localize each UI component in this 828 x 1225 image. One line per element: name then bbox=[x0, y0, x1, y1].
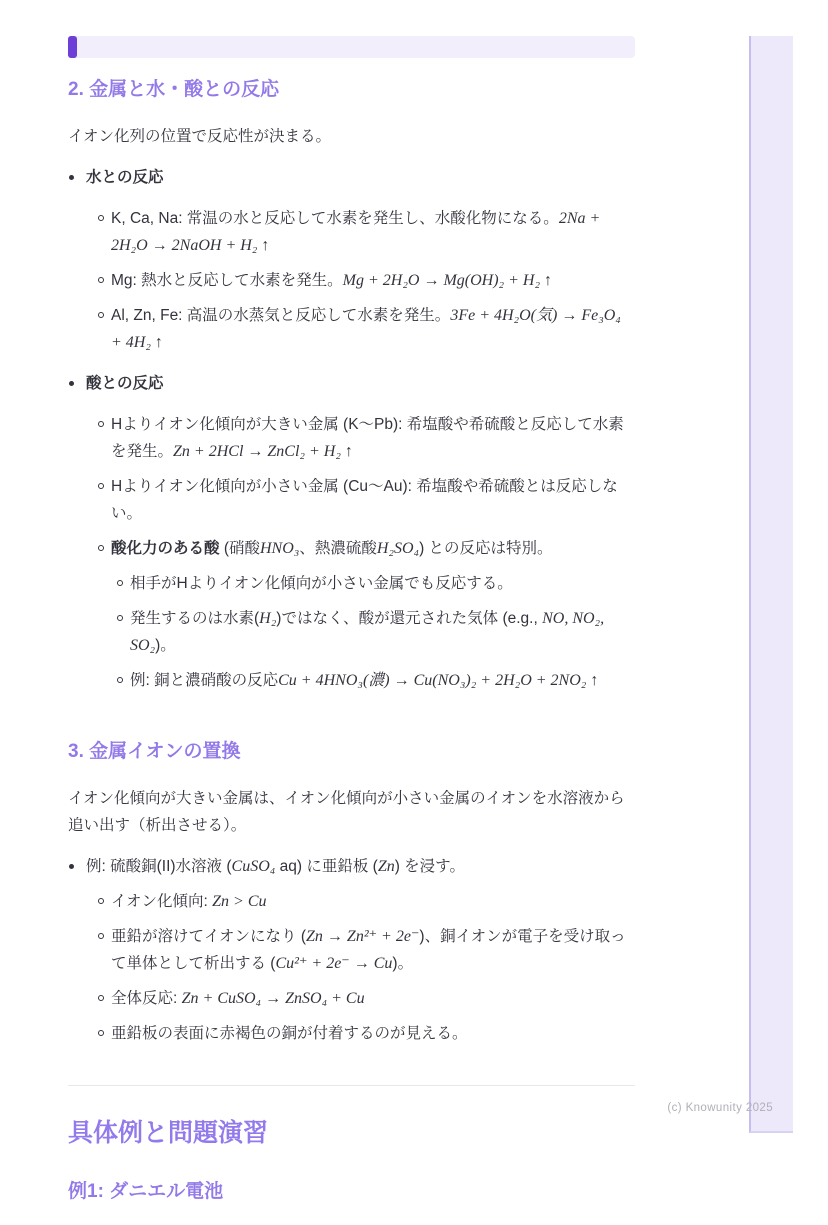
section-heading: 例1: ダニエル電池 bbox=[68, 1181, 224, 1202]
text-run: 、熱濃硫酸 bbox=[299, 540, 377, 557]
list-item bbox=[97, 1020, 635, 1047]
list-item-text bbox=[111, 267, 635, 294]
section-heading: 3. 金属イオンの置換 bbox=[68, 741, 241, 762]
text-run: ) を浸す。 bbox=[394, 858, 465, 875]
text-run: 水との反応 bbox=[86, 169, 164, 186]
main-heading: 具体例と問題演習 bbox=[68, 1119, 269, 1147]
bullet-list bbox=[86, 205, 635, 356]
circle-bullet-icon bbox=[116, 570, 130, 597]
math-run: Zn + CuSO₄ → ZnSO₄ + Cu bbox=[181, 990, 365, 1007]
math-run: Cu²⁺ + 2e⁻ → Cu bbox=[275, 955, 393, 972]
bullet-list bbox=[86, 888, 635, 1047]
list-item-body bbox=[86, 164, 635, 364]
list-item-body bbox=[130, 570, 635, 597]
math-run: Zn + 2HCl → ZnCl₂ + H₂ ↑ bbox=[173, 443, 353, 460]
text-run: 亜鉛が溶けてイオンになり ( bbox=[111, 928, 307, 945]
text-run: K, Ca, Na: 常温の水と反応して水素を発生し、水酸化物になる。 bbox=[111, 210, 559, 227]
math-run: CuSO₄ bbox=[231, 858, 276, 875]
list-item-body bbox=[86, 370, 635, 710]
text-run: )ではなく、酸が還元された気体 (e.g., bbox=[276, 610, 543, 627]
list-item-text bbox=[111, 1020, 635, 1047]
list-item-text bbox=[130, 605, 635, 659]
list-item-text bbox=[111, 473, 635, 527]
list-item-text bbox=[111, 985, 635, 1012]
list-item-text bbox=[111, 302, 635, 356]
list-item bbox=[116, 667, 635, 694]
disc-bullet-icon bbox=[68, 164, 86, 191]
circle-bullet-icon bbox=[97, 205, 111, 232]
list-item-body bbox=[130, 667, 635, 694]
bullet-list bbox=[68, 853, 635, 1055]
text-run: イオン化傾向: bbox=[111, 893, 213, 910]
text-run: 全体反応: bbox=[111, 990, 182, 1007]
list-item bbox=[116, 605, 635, 659]
list-item-text bbox=[130, 667, 635, 694]
math-run: NO, NO₂, SO₂ bbox=[130, 610, 605, 654]
list-item-text bbox=[111, 205, 635, 259]
text-run: ) との反応は特別。 bbox=[419, 540, 553, 557]
disc-bullet-icon bbox=[68, 853, 86, 880]
circle-bullet-icon bbox=[97, 302, 111, 329]
list-item-body bbox=[111, 302, 635, 356]
list-item bbox=[97, 888, 635, 915]
text-run: Hよりイオン化傾向が大きい金属 (K〜Pb): 希塩酸や希硫酸と反応して水素を発生。 bbox=[111, 416, 624, 460]
math-run: Zn bbox=[377, 858, 395, 875]
list-item bbox=[97, 923, 635, 977]
text-run: Hよりイオン化傾向が小さい金属 (Cu〜Au): 希塩酸や希硫酸とは反応しない。 bbox=[111, 478, 618, 522]
list-item-body bbox=[130, 605, 635, 659]
math-run: Zn → Zn²⁺ + 2e⁻ bbox=[306, 928, 420, 945]
list-item-text bbox=[86, 370, 635, 397]
math-run: Zn > Cu bbox=[212, 893, 267, 910]
list-item-text bbox=[111, 535, 635, 562]
bullet-list bbox=[86, 411, 635, 702]
text-run: 酸との反応 bbox=[86, 375, 164, 392]
circle-bullet-icon bbox=[97, 923, 111, 950]
circle-bullet-icon bbox=[97, 888, 111, 915]
document-content bbox=[68, 78, 635, 1204]
text-run: Al, Zn, Fe: 高温の水蒸気と反応して水素を発生。 bbox=[111, 307, 451, 324]
text-run: (硝酸 bbox=[219, 540, 260, 557]
text-run: )。 bbox=[155, 637, 176, 654]
list-item bbox=[68, 164, 635, 364]
list-item-body bbox=[111, 473, 635, 527]
list-item-text bbox=[111, 411, 635, 465]
list-item-body bbox=[111, 923, 635, 977]
text-run: 発生するのは水素( bbox=[130, 610, 260, 627]
disc-bullet-icon bbox=[68, 370, 86, 397]
list-item-text bbox=[86, 164, 635, 191]
list-item-body bbox=[111, 267, 635, 294]
circle-bullet-icon bbox=[97, 411, 111, 438]
text-run: aq) に亜鉛板 ( bbox=[275, 858, 378, 875]
table-bottom-strip bbox=[68, 36, 635, 58]
text-run: 酸化力のある酸 bbox=[111, 540, 220, 557]
circle-bullet-icon bbox=[97, 267, 111, 294]
text-run: 例: 銅と濃硝酸の反応 bbox=[130, 672, 279, 689]
list-item-body bbox=[111, 888, 635, 915]
text-run: Mg: 熱水と反応して水素を発生。 bbox=[111, 272, 343, 289]
text-run: イオン化列の位置で反応性が決まる。 bbox=[68, 128, 332, 145]
list-item-body bbox=[86, 853, 635, 1055]
circle-bullet-icon bbox=[97, 985, 111, 1012]
math-run: Cu + 4HNO₃(濃) → Cu(NO₃)₂ + 2H₂O + 2NO₂ ↑ bbox=[278, 672, 599, 689]
text-run: 亜鉛板の表面に赤褐色の銅が付着するのが見える。 bbox=[111, 1025, 468, 1042]
list-item-text bbox=[86, 853, 635, 880]
list-item bbox=[116, 570, 635, 597]
text-run: 相手がHよりイオン化傾向が小さい金属でも反応する。 bbox=[130, 575, 513, 592]
text-run: イオン化傾向が大きい金属は、イオン化傾向が小さい金属のイオンを水溶液から追い出す（析出させる）。 bbox=[68, 790, 625, 834]
math-run: 3Fe + 4H₂O(気) → Fe₃O₄ + 4H₂ ↑ bbox=[111, 307, 621, 351]
list-item bbox=[68, 370, 635, 710]
document-page bbox=[68, 36, 635, 1225]
content-divider bbox=[68, 1085, 635, 1086]
list-item-body bbox=[111, 411, 635, 465]
list-item-body bbox=[111, 985, 635, 1012]
list-item-body bbox=[111, 535, 635, 702]
list-item bbox=[97, 302, 635, 356]
list-item bbox=[97, 267, 635, 294]
paragraph bbox=[68, 785, 635, 839]
list-item bbox=[97, 205, 635, 259]
math-run: Mg + 2H₂O → Mg(OH)₂ + H₂ ↑ bbox=[342, 272, 553, 289]
list-item bbox=[97, 535, 635, 702]
text-run: 例: 硫酸銅(II)水溶液 ( bbox=[86, 858, 232, 875]
circle-bullet-icon bbox=[97, 535, 111, 562]
paragraph bbox=[68, 123, 635, 150]
page-watermark: (c) Knowunity 2025 bbox=[667, 1102, 773, 1114]
list-item-body bbox=[111, 205, 635, 259]
section-heading: 2. 金属と水・酸との反応 bbox=[68, 79, 280, 100]
list-item-text bbox=[130, 570, 635, 597]
circle-bullet-icon bbox=[97, 473, 111, 500]
list-item-text bbox=[111, 923, 635, 977]
list-item bbox=[97, 473, 635, 527]
text-run: )。 bbox=[392, 955, 414, 972]
circle-bullet-icon bbox=[97, 1020, 111, 1047]
table-row-accent bbox=[68, 36, 77, 58]
math-run: H₂SO₄ bbox=[376, 540, 420, 557]
list-item bbox=[97, 985, 635, 1012]
text-run: )、銅イオンが電子を受け取って単体として析出する ( bbox=[111, 928, 626, 972]
adjacent-page-edge bbox=[749, 36, 793, 1133]
circle-bullet-icon bbox=[116, 605, 130, 632]
math-run: 2Na + 2H₂O → 2NaOH + H₂ ↑ bbox=[111, 210, 601, 254]
list-item bbox=[68, 853, 635, 1055]
bullet-list bbox=[111, 570, 635, 694]
math-run: HNO₃ bbox=[259, 540, 300, 557]
bullet-list bbox=[68, 164, 635, 710]
circle-bullet-icon bbox=[116, 667, 130, 694]
math-run: H₂ bbox=[259, 610, 277, 627]
list-item bbox=[97, 411, 635, 465]
list-item-body bbox=[111, 1020, 635, 1047]
list-item-text bbox=[111, 888, 635, 915]
